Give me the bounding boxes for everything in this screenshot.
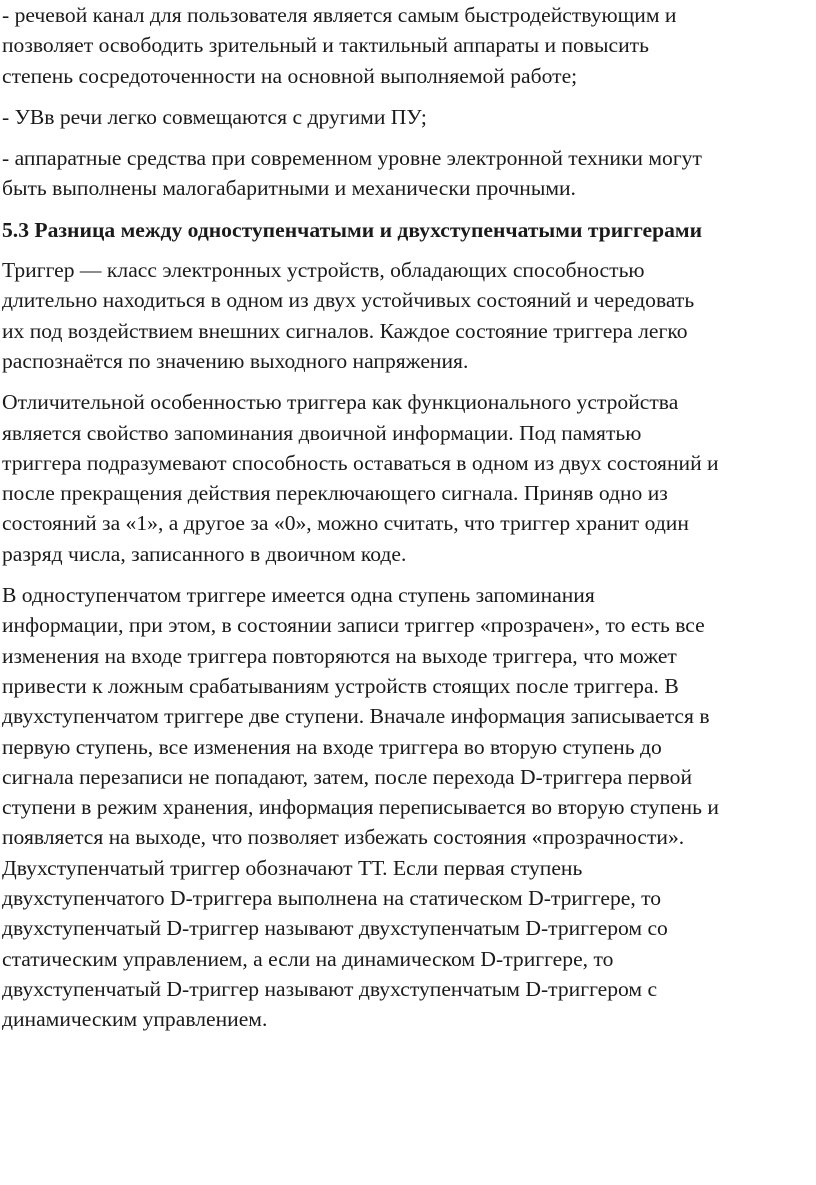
text-line: первую ступень, все изменения на входе триггера во вторую ступень до xyxy=(2,734,662,759)
text-line: - аппаратные средства при современном уровне электронной техники могут xyxy=(2,146,702,171)
text-line: статическим управлением, а если на динамическом D-триггере, то xyxy=(2,946,614,971)
text-line: двухступенчатый D-триггер называют двухступенчатым D-триггером со xyxy=(2,916,668,941)
text-line: двухступенчатого D-триггера выполнена на статическом D-триггере, то xyxy=(2,886,662,911)
paragraph xyxy=(2,102,810,132)
text-line: триггера подразумевают способность оставаться в одном из двух состояний и xyxy=(2,450,719,475)
paragraph xyxy=(2,143,810,204)
heading-text-line: 5.3 Разница между одноступенчатыми и двухступенчатыми триггерами xyxy=(2,217,703,242)
text-line: двухступенчатый D-триггер называют двухступенчатым D-триггером с xyxy=(2,976,658,1001)
text-line: изменения на входе триггера повторяются на выходе триггера, что может xyxy=(2,643,677,668)
text-line: двухступенчатом триггере две ступени. Вначале информация записывается в xyxy=(2,704,710,729)
text-line: быть выполнены малогабаритными и механически прочными. xyxy=(2,176,576,201)
text-line: Триггер — класс электронных устройств, обладающих способностью xyxy=(2,258,645,283)
text-line: степень сосредоточенности на основной выполняемой работе; xyxy=(2,63,578,88)
text-line: появляется на выходе, что позволяет избежать состояния «прозрачности». xyxy=(2,825,685,850)
text-line: длительно находиться в одном из двух устойчивых состояний и чередовать xyxy=(2,288,695,313)
paragraph xyxy=(2,580,810,1034)
text-line: распознаётся по значению выходного напряжения. xyxy=(2,348,469,373)
text-line: В одноступенчатом триггере имеется одна ступень запоминания xyxy=(2,583,595,608)
paragraph xyxy=(2,387,810,569)
text-line: после прекращения действия переключающего сигнала. Приняв одно из xyxy=(2,481,668,506)
text-line: - УВв речи легко совмещаются с другими ПУ; xyxy=(2,104,427,129)
section-heading xyxy=(2,215,810,245)
text-line: привести к ложным срабатываниям устройств стоящих после триггера. В xyxy=(2,673,679,698)
text-line: динамическим управлением. xyxy=(2,1007,268,1032)
text-line: - речевой канал для пользователя является самым быстродействующим и xyxy=(2,3,677,27)
text-line: сигнала перезаписи не попадают, затем, после перехода D-триггера первой xyxy=(2,764,693,789)
text-line: ступени в режим хранения, информация переписывается во вторую ступень и xyxy=(2,795,719,820)
text-line: позволяет освободить зрительный и тактильный аппараты и повысить xyxy=(2,33,649,58)
text-line: является свойство запоминания двоичной информации. Под памятью xyxy=(2,420,642,445)
text-line: их под воздействием внешних сигналов. Каждое состояние триггера легко xyxy=(2,318,688,343)
text-line: Отличительной особенностью триггера как функционального устройства xyxy=(2,390,679,415)
paragraph xyxy=(2,255,810,376)
paragraph xyxy=(2,0,810,91)
text-line: разряд числа, записанного в двоичном коде. xyxy=(2,541,407,566)
text-line: информации, при этом, в состоянии записи триггер «прозрачен», то есть все xyxy=(2,613,705,638)
text-line: состояний за «1», а другое за «0», можно считать, что триггер хранит один xyxy=(2,511,689,536)
text-line: Двухступенчатый триггер обозначают ТТ. Если первая ступень xyxy=(2,855,583,880)
